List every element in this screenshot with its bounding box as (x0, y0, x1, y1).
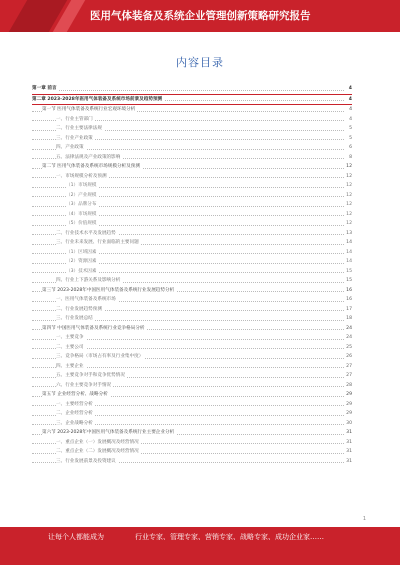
toc-entry-text: 二、行业发展趋势预测 (56, 305, 104, 315)
toc-entry-page: 25 (344, 343, 352, 353)
toc-entry-page: 12 (344, 181, 352, 191)
toc-entry-page: 4 (347, 105, 352, 115)
toc-entry-page: 5 (347, 124, 352, 134)
toc-entry[interactable] (32, 438, 352, 448)
toc-entry-page: 17 (344, 305, 352, 315)
toc-entry-text: 二、重点企业（二）发展概况及经营情况 (56, 447, 141, 457)
toc-entry-page: 29 (344, 400, 352, 410)
toc-entry-text: 四、主要企业 (56, 362, 86, 372)
toc-entry-page: 31 (344, 447, 352, 457)
toc-entry-page: 13 (344, 229, 352, 239)
toc-entry-text: （4）市场规模 (66, 210, 99, 220)
toc-entry[interactable] (32, 314, 352, 324)
toc-entry-text: 一、医用气体装备及系统市场 (56, 295, 118, 305)
toc-entry-text: 二、行业主要法律法规 (56, 124, 104, 134)
toc-entry[interactable] (32, 409, 352, 419)
toc-entry-page: 12 (344, 200, 352, 210)
toc-entry-page: 14 (344, 257, 352, 267)
toc-entry[interactable] (32, 143, 352, 153)
toc-entry[interactable] (32, 134, 352, 144)
toc-entry-text: 三、竞争格局（市场占有率及行业集中度） (56, 352, 145, 362)
toc-entry-page: 16 (344, 295, 352, 305)
toc-entry-page: 12 (344, 191, 352, 201)
toc-entry-text: 四、产业政策 (56, 143, 86, 153)
toc-entry[interactable] (32, 105, 352, 115)
toc-entry-page: 14 (344, 248, 352, 258)
toc-entry-page: 12 (344, 210, 352, 220)
toc-entry-text: 第五节 企业经营分析、战略分析 (42, 390, 110, 400)
toc-entry[interactable] (32, 84, 352, 95)
toc-entry[interactable] (32, 181, 352, 191)
toc-entry-text: 一、市场规模分析及预测 (56, 172, 109, 182)
toc-entry[interactable] (32, 295, 352, 305)
toc-entry-text: 五、主要竞争对手和竞争优势情况 (56, 371, 127, 381)
toc-entry[interactable] (32, 115, 352, 125)
toc-entry-text: （3）技术因素 (66, 267, 99, 277)
toc-entry-page: 12 (344, 219, 352, 229)
toc-entry-page: 31 (344, 457, 352, 467)
toc-entry[interactable] (32, 210, 352, 220)
toc-entry[interactable] (32, 267, 352, 277)
toc-entry-text: （2）资源因素 (66, 257, 99, 267)
toc-entry-text: 一、主要竞争 (56, 333, 86, 343)
toc-entry-page: 18 (344, 314, 352, 324)
toc-entry[interactable] (32, 324, 352, 334)
toc-entry[interactable] (32, 238, 352, 248)
toc-entry-text: 第六节 2023-2028年中国医用气体装备及系统行业主要企业分析 (42, 428, 176, 438)
toc-entry[interactable] (32, 276, 352, 286)
toc-entry[interactable] (32, 371, 352, 381)
toc-entry-text: （2）产业规模 (66, 191, 99, 201)
toc-entry[interactable] (32, 447, 352, 457)
toc-entry[interactable] (32, 124, 352, 134)
toc-entry[interactable] (32, 200, 352, 210)
toc-entry[interactable] (32, 352, 352, 362)
toc-entry-page: 29 (344, 409, 352, 419)
toc-entry-text: 第二节 医用气体装备及系统市场规模分析及预测 (42, 162, 142, 172)
toc-entry-page: 31 (344, 438, 352, 448)
toc-entry[interactable] (32, 219, 352, 229)
toc-entry-text: 三、企业战略分析 (56, 419, 95, 429)
toc-entry-text: 第三节 2023-2028年中国医用气体装备及系统行业发展趋势分析 (42, 286, 176, 296)
toc-entry-text: 第二章 2023-2028年医用气体装备及系统市场前景及趋势预测 (32, 95, 164, 105)
toc-entry-page: 12 (344, 172, 352, 182)
toc-entry-text: （1）市场规模 (66, 181, 99, 191)
footer-banner (0, 527, 400, 565)
toc-entry[interactable] (32, 305, 352, 315)
toc-entry-text: 五、法律法规及产业政策的影响 (56, 153, 122, 163)
toc-entry-text: 二、行业技术水平及发展趋势 (56, 229, 118, 239)
toc-entry-text: 三、行业未来发展、行业面临的主要问题 (56, 238, 141, 248)
toc-entry[interactable] (32, 400, 352, 410)
toc-entry-page: 30 (344, 419, 352, 429)
toc-leader-dots (32, 90, 344, 91)
toc-heading: 内容目录 (176, 56, 224, 69)
toc-entry[interactable] (32, 153, 352, 163)
toc-entry-page: 15 (344, 276, 352, 286)
toc-entry[interactable] (32, 343, 352, 353)
toc-entry-page: 31 (344, 428, 352, 438)
toc-entry-page: 14 (344, 238, 352, 248)
header-banner (0, 0, 400, 32)
toc-entry-page: 27 (344, 362, 352, 372)
toc-entry-text: 一、主要经营分析 (56, 400, 95, 410)
toc-entry-text: 第一章 前言 (32, 84, 59, 94)
toc-entry-text: 第四节 中国医用气体装备及系统行业竞争格局分析 (42, 324, 147, 334)
footer-slogan-left: 让每个人都能成为 (48, 533, 104, 541)
toc-entry[interactable] (32, 362, 352, 372)
toc-entry-text: 四、行业上下游关系及影响分析 (56, 276, 122, 286)
toc-entry[interactable] (32, 419, 352, 429)
toc-entry-page: 15 (344, 267, 352, 277)
toc-entry-page: 29 (344, 390, 352, 400)
toc-entry-text: 二、企业经营分析 (56, 409, 95, 419)
toc-entry-page: 8 (347, 153, 352, 163)
toc-entry-text: （3）品牌分布 (66, 200, 99, 210)
toc-entry[interactable] (32, 95, 352, 106)
toc-entry-page: 27 (344, 371, 352, 381)
toc-entry[interactable] (32, 457, 352, 467)
toc-entry-page: 4 (347, 115, 352, 125)
toc-entry-text: 三、行业发展前景及投资建议 (56, 457, 118, 467)
table-of-contents (32, 84, 352, 466)
toc-entry-text: 一、重点企业（一）发展概况及经营情况 (56, 438, 141, 448)
toc-entry[interactable] (32, 381, 352, 391)
toc-entry[interactable] (32, 248, 352, 258)
toc-entry[interactable] (32, 162, 352, 172)
toc-entry-text: 三、行业发展总结 (56, 314, 95, 324)
toc-entry[interactable] (32, 428, 352, 438)
toc-entry-text: 三、行业产业政策 (56, 134, 95, 144)
toc-entry-page: 5 (347, 134, 352, 144)
toc-entry-text: （5）价值规模 (66, 219, 99, 229)
toc-entry-text: 二、主要公司 (56, 343, 86, 353)
toc-entry-page: 4 (347, 95, 352, 105)
toc-entry[interactable] (32, 229, 352, 239)
toc-entry[interactable] (32, 257, 352, 267)
toc-entry-text: 六、行业主要竞争对手情况 (56, 381, 113, 391)
report-title: 医用气体装备及系统企业管理创新策略研究报告 (90, 10, 311, 22)
toc-entry-text: 一、行业主管部门 (56, 115, 95, 125)
toc-entry[interactable] (32, 172, 352, 182)
toc-entry[interactable] (32, 191, 352, 201)
toc-entry-page: 24 (344, 324, 352, 334)
footer-slogan-right: 行业专家、管理专家、营销专家、战略专家、成功企业家…… (135, 533, 324, 541)
toc-entry-page: 12 (344, 162, 352, 172)
toc-entry-page: 4 (347, 84, 352, 94)
toc-entry-page: 26 (344, 352, 352, 362)
toc-entry[interactable] (32, 333, 352, 343)
toc-entry-text: 第一节 医用气体装备及系统行业宏观环境分析 (42, 105, 137, 115)
toc-entry-text: （1）区域因素 (66, 248, 99, 258)
toc-entry-page: 24 (344, 333, 352, 343)
toc-entry-page: 16 (344, 286, 352, 296)
page-number: 1 (362, 516, 366, 522)
toc-entry[interactable] (32, 390, 352, 400)
toc-entry-page: 28 (344, 381, 352, 391)
toc-entry[interactable] (32, 286, 352, 296)
toc-entry-page: 6 (347, 143, 352, 153)
